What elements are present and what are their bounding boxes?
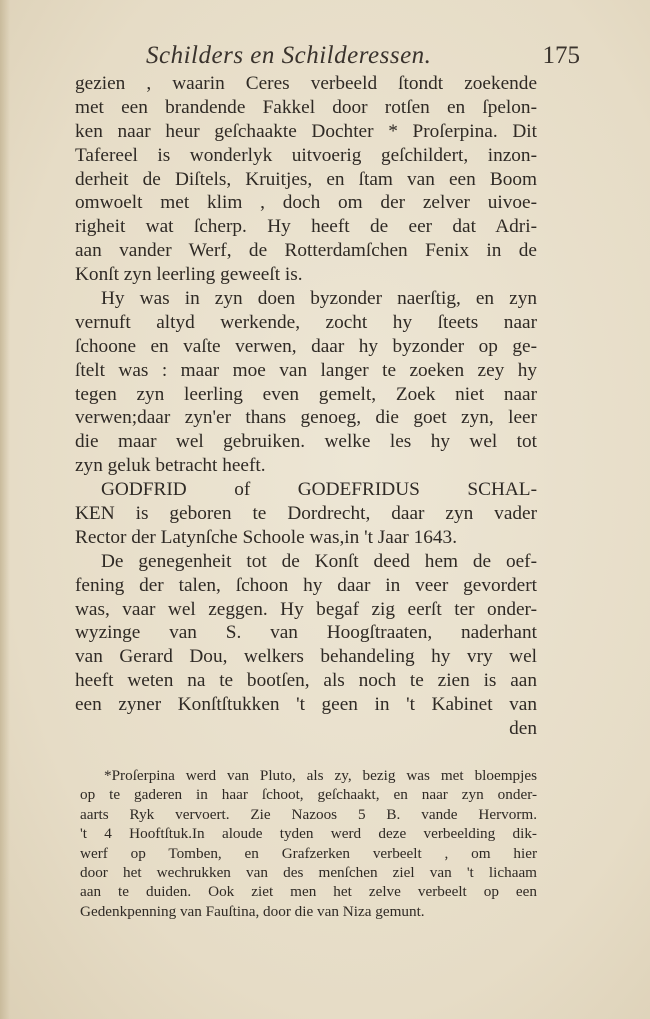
text-line: ſtelt was : maar moe van langer te zoeken zey hy bbox=[75, 359, 537, 381]
footnote-line: *Proſerpina werd van Pluto, als zy, bezig was met bloempjes bbox=[104, 767, 537, 784]
text-line: zyn geluk betracht heeft. bbox=[75, 455, 266, 477]
text-line: De genegenheit tot de Konſt deed hem de oef- bbox=[101, 550, 537, 572]
text-line: gezien , waarin Ceres verbeeld ſtondt zoekende bbox=[75, 73, 537, 94]
text-line: een zyner Konſtſtukken 't geen in 't Kabinet van bbox=[75, 694, 537, 716]
text-line: Hy was in zyn doen byzonder naerſtig, en zyn bbox=[101, 288, 537, 310]
text-line: derheit de Diſtels, Kruitjes, en ſtam van een Boom bbox=[75, 168, 537, 190]
text-line: KEN is geboren te Dordrecht, daar zyn vader bbox=[75, 503, 537, 525]
text-line: GODFRID of GODEFRIDUS SCHAL- bbox=[101, 479, 537, 501]
footnote-block bbox=[80, 766, 537, 921]
footnote-line: op te gaderen in haar ſchoot, geſchaakt, en naar zyn onder- bbox=[80, 786, 537, 804]
text-line: heeft weten na te bootſen, als noch te zien is aan bbox=[75, 670, 537, 692]
text-line: was, vaar wel zeggen. Hy begaf zig eerſt ter onder- bbox=[75, 598, 537, 620]
text-line: righeit wat ſcherp. Hy heeft de eer dat Adri- bbox=[75, 216, 537, 238]
text-line: verwen;daar zyn'er thans genoeg, die goet zyn, leer bbox=[75, 407, 537, 429]
text-line: die maar wel gebruiken. welke les hy wel tot bbox=[75, 431, 537, 453]
footnote-line: 't 4 Hooftſtuk.In aloude tyden werd deze verbeelding dik- bbox=[80, 825, 537, 843]
text-line: omwoelt met klim , doch om der zelver uivoe- bbox=[75, 192, 537, 214]
text-line: met een brandende Fakkel door rotſen en ſpelon- bbox=[75, 96, 537, 118]
text-line: tegen zyn leerling even gemelt, Zoek niet naar bbox=[75, 383, 537, 405]
text-line: van Gerard Dou, welkers behandeling hy vry wel bbox=[75, 646, 537, 668]
text-line: Konſt zyn leerling geweeſt is. bbox=[75, 264, 303, 286]
page-header bbox=[60, 40, 580, 76]
footnote-line: aarts Ryk vervoert. Zie Nazoos 5 B. vande Hervorm. bbox=[80, 805, 537, 823]
text-line: aan vander Werf, de Rotterdamſchen Fenix in de bbox=[75, 240, 537, 262]
text-line: Rector der Latynſche Schoole was,in 't Jaar 1643. bbox=[75, 526, 458, 548]
page-number: 175 bbox=[542, 42, 580, 69]
text-line: ſchoone en vaſte verwen, daar hy byzonder op ge- bbox=[75, 335, 537, 357]
main-text bbox=[75, 72, 537, 741]
catchword: den bbox=[509, 718, 537, 740]
footnote-line: Gedenkpenning van Fauſtina, door die van Niza gemunt. bbox=[80, 902, 425, 920]
text-line: ken naar heur geſchaakte Dochter * Proſerpina. Dit bbox=[75, 120, 537, 142]
running-title: Schilders en Schilderessen. bbox=[146, 42, 432, 69]
footnote-line: werf op Tomben, en Grafzerken verbeelt , om hier bbox=[80, 844, 537, 862]
footnote-line: aan te duiden. Ook ziet men het zelve verbeelt op een bbox=[80, 883, 537, 901]
footnote-line: door het wechrukken van des menſchen ziel van 't lichaam bbox=[80, 863, 537, 881]
text-line: Tafereel is wonderlyk uitvoerig geſchildert, inzon- bbox=[75, 144, 537, 166]
page-edge-shadow bbox=[0, 0, 10, 1019]
text-line: wyzinge van S. van Hoogſtraaten, naderhant bbox=[75, 622, 537, 644]
text-line: vernuft altyd werkende, zocht hy ſteets naar bbox=[75, 311, 537, 333]
text-line: fening der talen, ſchoon hy daar in veer gevordert bbox=[75, 574, 537, 596]
